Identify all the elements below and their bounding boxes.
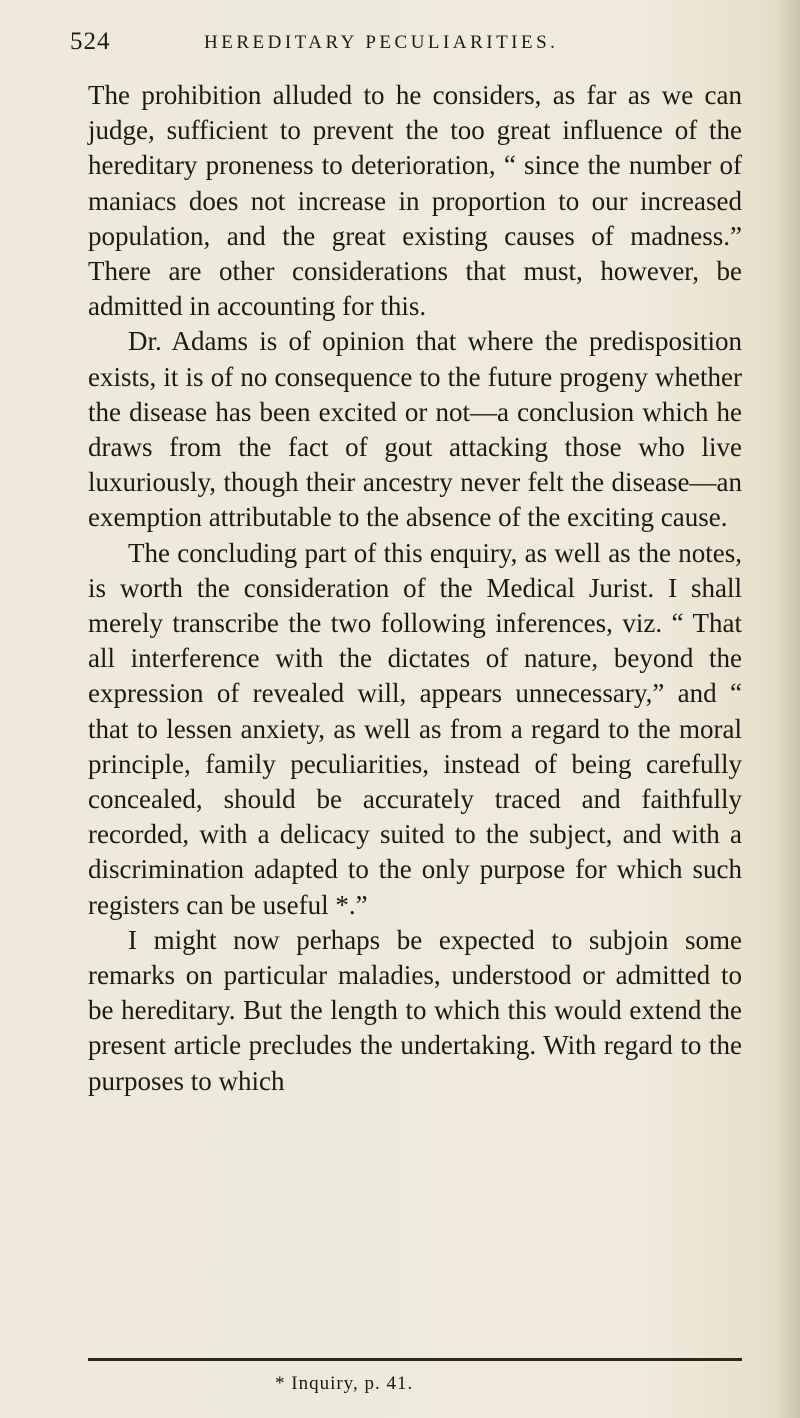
running-title: HEREDITARY PECULIARITIES. [204,32,559,53]
page-number: 524 [70,28,111,55]
footnote-rule [88,1358,742,1361]
paragraph-3: The concluding part of this enquiry, as well as the notes, is worth the consideration of the Medical Jurist. I shall merely transcribe the two following inferences, viz. “ That all interference with the dictates of nature, beyond the expression of revealed will, appears unnecessary,” and “ that to lessen anxiety, as well as from a regard to the moral principle, family peculiarities, instead of being carefully concealed, should be accurately traced and faithfully recorded, with a delicacy suited to the subject, and with a discrimination adapted to the only purpose for which such registers can be useful *.” [88,537,742,920]
page-edge-shadow [778,0,800,1418]
paragraph-2: Dr. Adams is of opinion that where the predisposition exists, it is of no consequence to the future progeny whether the disease has been excited or not—a conclusion which he draws from the fact of gout attacking those who live luxuriously, though their ancestry never felt the disease—an exemption attributable to the absence of the exciting cause. [88,326,742,533]
footnote: * Inquiry, p. 41. [275,1373,414,1394]
paragraph-4: I might now perhaps be expected to subjoin some remarks on particular maladies, understood or admitted to be hereditary. But the length to which this would extend the present article precludes the undertaking. With regard to the purposes to which [88,924,742,1096]
paragraph-1: The prohibition alluded to he considers, as far as we can judge, sufficient to prevent the too great influence of the hereditary proneness to deterioration, “ since the number of maniacs does not increase in proportion to our increased population, and the great existing causes of madness.” There are other considerations that must, however, be admitted in accounting for this. [88,80,742,322]
body-text [88,78,742,1099]
running-head [70,28,760,68]
